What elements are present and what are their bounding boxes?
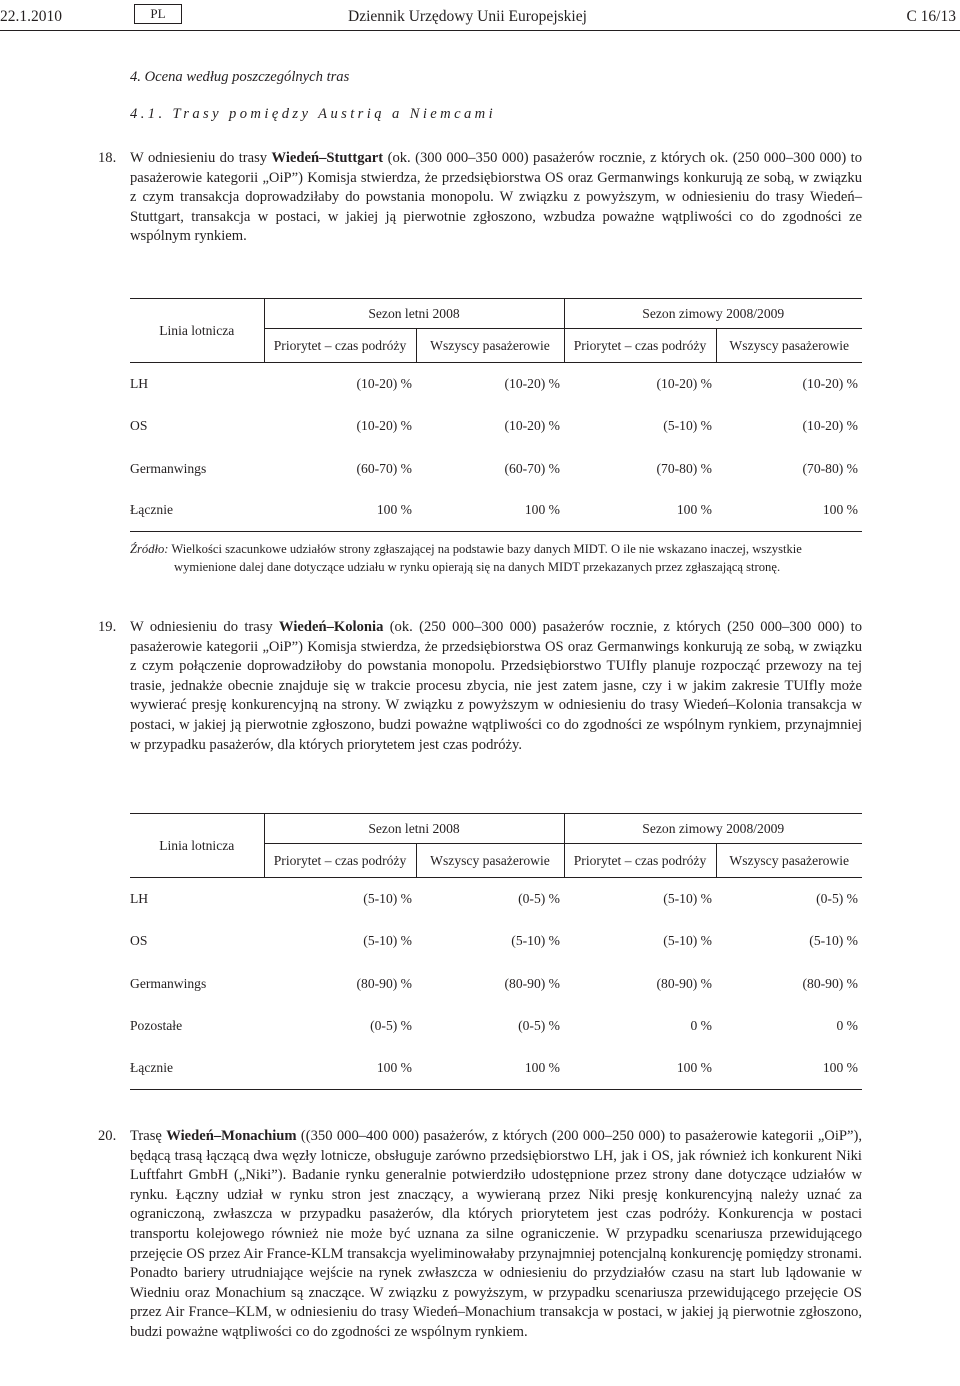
table-row <box>130 878 862 920</box>
table-cell: (80-90) % <box>504 975 560 991</box>
table-cell: (10-20) % <box>802 375 858 391</box>
table-cell: 100 % <box>564 1048 716 1090</box>
table-cell: 100 % <box>564 490 716 532</box>
table-cell: (0-5) % <box>816 890 858 906</box>
row-label: Pozostałe <box>130 1018 183 1034</box>
table-cell: (0-5) % <box>370 1018 412 1034</box>
table-cell: (0-5) % <box>518 1018 560 1034</box>
subsection-heading: 4.1. Trasy pomiędzy Austrią a Niemcami <box>130 106 497 122</box>
row-label: OS <box>130 933 148 949</box>
route-name: Wiedeń–Stuttgart <box>271 150 384 166</box>
source-label: Źródło: <box>130 542 169 556</box>
table-row <box>130 448 862 490</box>
table-cell: 100 % <box>416 490 564 532</box>
paragraph-text: (ok. (250 000–300 000) pasażerów rocznie, z których (250 000–300 000) to pasażerowie kategorii „OiP”) Komisja stwierdza, że przedsiębiorstwa OS oraz Germanwings konkurują ze sobą, w związku z czym połączenie doprowadziłoby do powstania monopolu. Przedsiębiorstwo TUIfly planuje rozpocząć przewozy na tej trasie, jednakże obecnie znajduje się w trakcie procesu zbycia, nie jest zatem jasne, czy i w jakim zakresie TUIfly może wywierać presję konkurencyjną na strony. W związku z powyższym w odniesieniu do trasy Wiedeń–Kolonia transakcja w postaci, w jakiej ją pierwotnie zgłoszono, budzi poważne wątpliwości co do zgodności ze wspólnym rynkiem, przynajmniej w przypadku pasażerów, dla których priorytetem jest czas podróży. <box>130 619 862 753</box>
table-cell: (70-80) % <box>802 460 858 476</box>
source-text: wymienione dalej dane dotyczące udziału w rynku opierają się na danych MIDT przekazanych przez zgłaszającą stronę. <box>174 560 781 574</box>
table-cell: (10-20) % <box>504 375 560 391</box>
row-label: LH <box>130 890 149 906</box>
subheader-priority: Priorytet – czas podróży <box>564 329 716 363</box>
table-cell: (70-80) % <box>656 460 712 476</box>
table-row <box>130 363 862 405</box>
table-row <box>130 1048 862 1090</box>
table-cell: (0-5) % <box>518 890 560 906</box>
table-source-note <box>130 540 862 576</box>
column-header-airline: Linia lotnicza <box>130 299 264 363</box>
table-row <box>130 1005 862 1048</box>
subheader-all: Wszyscy pasażerowie <box>416 844 564 878</box>
market-share-table-kolonia <box>130 813 862 1090</box>
table-cell: (10-20) % <box>656 375 712 391</box>
row-label: Germanwings <box>130 460 207 476</box>
paragraph-number: 18. <box>98 150 117 166</box>
column-header-summer: Sezon letni 2008 <box>264 299 564 329</box>
table-cell: (5-10) % <box>663 418 712 434</box>
table-cell: (10-20) % <box>504 418 560 434</box>
table-cell: (10-20) % <box>356 418 412 434</box>
table-cell: (5-10) % <box>809 933 858 949</box>
table-cell: 100 % <box>264 490 416 532</box>
table-cell: (80-90) % <box>656 975 712 991</box>
paragraph-number: 19. <box>98 619 117 635</box>
journal-title: Dziennik Urzędowy Unii Europejskiej <box>348 8 587 25</box>
subheader-priority: Priorytet – czas podróży <box>564 844 716 878</box>
table-cell: 100 % <box>416 1048 564 1090</box>
section-heading: 4. Ocena według poszczególnych tras <box>130 69 350 85</box>
source-text: Wielkości szacunkowe udziałów strony zgłaszającej na podstawie bazy danych MIDT. O ile nie wskazano inaczej, wszystkie <box>168 542 802 556</box>
column-header-winter: Sezon zimowy 2008/2009 <box>564 299 862 329</box>
subheader-all: Wszyscy pasażerowie <box>416 329 564 363</box>
page-reference: C 16/13 <box>906 8 956 25</box>
table-cell: (5-10) % <box>663 890 712 906</box>
column-header-summer: Sezon letni 2008 <box>264 814 564 844</box>
table-cell: 0 % <box>836 1018 858 1034</box>
table-row <box>130 405 862 448</box>
row-label: OS <box>130 418 148 434</box>
paragraph-text: W odniesieniu do trasy <box>130 619 280 635</box>
table-row <box>130 490 862 532</box>
paragraph-20 <box>98 1127 862 1343</box>
row-label: Łącznie <box>130 490 264 532</box>
paragraph-text: ((350 000–400 000) pasażerów, z których (200 000–250 000) to pasażerowie kategorii „OiP”), będącą trasą łączącą dwa węzły lotnicze, obsługuje zarówno przedsiębiorstwo LH, jak i OS, jak również ich konkurent Niki Luftfahrt GmbH („Niki”). Badanie rynku generalnie potwierdziło udostępnione przez strony dane dotyczące udziałów w rynku. Łączny udział w rynku stron jest znaczący, a wywieraną przez Niki presję konkurencyjną należy uznać za ograniczoną, zwłaszcza w przypadku pasażerów, dla których priorytetem jest czas podróży. Konkurencja w postaci transportu kolejowego również nie może być uznana za silne ograniczenie. W przypadku scenariusza przewidującego przejęcie OS przez Air France-KLM transakcja wyeliminowałaby przynajmniej potencjalną konkurencję pomiędzy stronami. Ponadto bariery utrudniające wejście na rynek zwłaszcza w odniesieniu do przydziałów czasu na start lub lądowanie w Wiedniu oraz Monachium są znaczące. W związku z powyższym, w przypadku scenariusza przewidującego przejęcie OS przez Air France–KLM, w odniesieniu do trasy Wiedeń–Monachium transakcja w postaci, w jakiej ją pierwotnie zgłoszono, budzi poważne wątpliwości co do zgodności ze wspólnym rynkiem. <box>130 1128 862 1340</box>
paragraph-number: 20. <box>98 1128 117 1144</box>
subheader-all: Wszyscy pasażerowie <box>716 844 862 878</box>
header-divider <box>0 30 960 31</box>
table-cell: 100 % <box>716 490 862 532</box>
table-cell: (60-70) % <box>356 460 412 476</box>
route-name: Wiedeń–Monachium <box>166 1128 297 1144</box>
column-header-airline: Linia lotnicza <box>130 814 264 878</box>
route-name: Wiedeń–Kolonia <box>279 619 384 635</box>
table-row <box>130 920 862 963</box>
table-cell: 0 % <box>690 1018 712 1034</box>
table-cell: (5-10) % <box>663 933 712 949</box>
table-cell: (80-90) % <box>356 975 412 991</box>
subheader-priority: Priorytet – czas podróży <box>264 329 416 363</box>
paragraph-18 <box>98 149 862 247</box>
row-label: Łącznie <box>130 1048 264 1090</box>
column-header-winter: Sezon zimowy 2008/2009 <box>564 814 862 844</box>
row-label: Germanwings <box>130 975 207 991</box>
page-header <box>0 4 960 28</box>
table-cell: 100 % <box>264 1048 416 1090</box>
language-badge: PL <box>134 4 182 24</box>
subheader-all: Wszyscy pasażerowie <box>716 329 862 363</box>
table-cell: (10-20) % <box>356 375 412 391</box>
table-cell: (80-90) % <box>802 975 858 991</box>
paragraph-text: W odniesieniu do trasy <box>130 150 272 166</box>
table-cell: 100 % <box>716 1048 862 1090</box>
table-cell: (5-10) % <box>511 933 560 949</box>
paragraph-19 <box>98 618 862 755</box>
paragraph-text: (ok. (300 000–350 000) pasażerów rocznie, z których ok. (250 000–300 000) to pasażerowie kategorii „OiP”) Komisja stwierdza, że przedsiębiorstwa OS oraz Germanwings konkurują ze sobą, w związku z czym transakcja doprowadziłaby do powstania monopolu. W związku z powyższym, w odniesieniu do trasy Wiedeń–Stuttgart, transakcja w postaci, w jakiej ją pierwotnie zgłoszono, wzbudza poważne wątpliwości co do zgodności ze wspólnym rynkiem. <box>130 150 862 245</box>
row-label: LH <box>130 375 149 391</box>
table-cell: (60-70) % <box>504 460 560 476</box>
table-cell: (10-20) % <box>802 418 858 434</box>
paragraph-text: Trasę <box>130 1128 167 1144</box>
subheader-priority: Priorytet – czas podróży <box>264 844 416 878</box>
table-cell: (5-10) % <box>363 933 412 949</box>
table-row <box>130 963 862 1005</box>
publication-date: 22.1.2010 <box>0 8 62 25</box>
market-share-table-stuttgart <box>130 298 862 532</box>
table-cell: (5-10) % <box>363 890 412 906</box>
